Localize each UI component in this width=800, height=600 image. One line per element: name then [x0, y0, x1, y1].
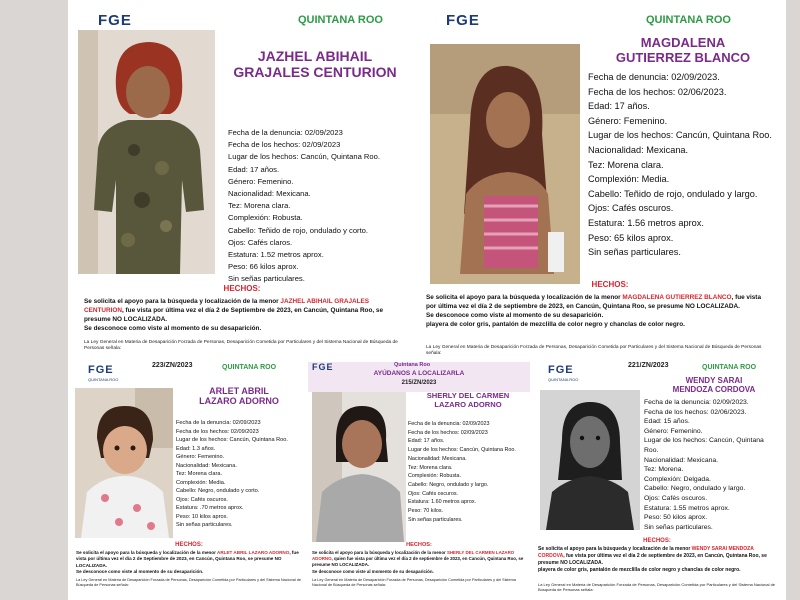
detail-row: Estatura: .70 metros aprox.	[176, 505, 244, 511]
detail-row: Sin señas particulares.	[588, 247, 681, 258]
detail-row: Fecha de la denuncia: 02/09/2023.	[644, 399, 749, 406]
name-line-2: MENDOZA CORDOVA	[672, 385, 756, 395]
person-details	[588, 70, 773, 260]
person-name	[408, 392, 528, 409]
missing-person-photo	[540, 390, 640, 530]
detail-row: Fecha de los hechos: 02/06/2023.	[644, 408, 747, 416]
detail-row: Peso: 66 kilos aprox.	[228, 262, 299, 272]
missing-poster-wendy	[534, 362, 780, 600]
hechos-clothing: playera de color gris, pantalón de mezclilla de color negro y chanclas de color negro.	[426, 321, 685, 328]
headline: AYÚDANOS A LOCALIZARLA	[373, 370, 465, 377]
case-folio: 215/ZN/2023	[401, 380, 437, 386]
name-line-2: LAZARO ADORNO	[434, 399, 502, 409]
hechos-post: , quien fue vista por última vez el día 2 de septiembre de 2023, en Cancún, Quintana Roo, se presume NO LOCALIZADA.	[312, 556, 524, 568]
hechos-post: , fue vista por última vez el día 2 de septiembre de 2023, en Cancún, Quintana Roo, se presume NO LOCALIZADA.	[538, 553, 767, 566]
detail-row: Edad: 17 años.	[228, 164, 280, 174]
hechos-text	[76, 550, 302, 576]
fge-logo: FGE	[98, 12, 132, 29]
hechos-title: HECHOS:	[223, 284, 261, 293]
hechos-pre: Se solicita el apoyo para la búsqueda y localización de la menor	[312, 550, 447, 555]
hechos-extra: Se desconoce como viste al momento de su desaparición.	[426, 312, 604, 319]
detail-row: Tez: Morena.	[644, 466, 684, 474]
detail-row: Estatura: 1.55 metros aprox.	[644, 504, 730, 512]
person-name	[174, 386, 304, 407]
detail-row: Lugar de los hechos: Cancún, Quintana Roo.	[228, 152, 380, 162]
missing-child-photo	[75, 388, 173, 538]
detail-row: Complexión: Media.	[176, 479, 226, 486]
name-line-2: LAZARO ADORNO	[199, 396, 279, 407]
detail-row: Complexión: Robusta.	[228, 213, 303, 223]
fge-logo: FGE	[312, 362, 334, 372]
fge-logo-subtitle: QUINTANA ROO	[548, 377, 579, 382]
hechos-text	[84, 297, 406, 333]
hechos-name: SHERLY DEL CARMEN LAZARO ADORNO	[312, 550, 515, 562]
law-text: La Ley General en Materia de Desaparición Forzada de Personas, Desaparición Cometida por Particulares y del Sistema Nacional de Búsqueda de Personas señala:	[76, 578, 301, 587]
person-details	[176, 419, 302, 530]
missing-person-photo	[312, 392, 406, 542]
detail-row: Cabello: Negro, ondulado y largo.	[408, 481, 489, 488]
state-label: QUINTANA ROO	[646, 14, 731, 26]
detail-row: Cabello: Teñido de rojo, ondulado y largo.	[588, 188, 758, 199]
detail-row: Cabello: Negro, ondulado y largo.	[644, 485, 746, 493]
hechos-name: WENDY SARAI MENDOZA CORDOVA	[538, 546, 754, 559]
detail-row: Lugar de los hechos: Cancún, Quintana Roo.	[644, 437, 764, 454]
detail-row: Peso: 65 kilos aprox.	[588, 232, 674, 243]
detail-row: Nacionalidad: Mexicana.	[644, 456, 719, 464]
hechos-name: JAZHEL ABIHAIL GRAJALES CENTURION	[84, 298, 370, 314]
hechos-post: , fue vista por última vez el día 2 de Septiembre de 2023, en Cancún, Quintana Roo, se presume NO LOCALIZADA.	[84, 307, 384, 323]
person-name	[220, 48, 410, 80]
detail-row: Sin señas particulares.	[408, 516, 463, 523]
detail-row: Tez: Morena clara.	[228, 201, 291, 211]
hechos-title: HECHOS:	[643, 538, 671, 544]
hechos-title: HECHOS:	[175, 542, 203, 548]
detail-row: Complexión: Delgada.	[644, 475, 711, 483]
hechos-title: HECHOS:	[591, 280, 629, 289]
missing-person-photo	[78, 30, 215, 274]
detail-row: Lugar de los hechos: Cancún, Quintana Roo.	[588, 130, 772, 141]
name-line-1: WENDY SARAI	[685, 376, 743, 385]
detail-row: Ojos: Cafés oscuros.	[644, 494, 708, 502]
detail-row: Ojos: Cafés claros.	[228, 237, 293, 247]
detail-row: Lugar de los hechos: Cancún, Quintana Roo.	[176, 437, 288, 443]
hechos-text	[426, 293, 772, 329]
person-details	[228, 127, 403, 286]
law-text: La Ley General en Materia de Desaparición Forzada de Personas, Desaparición Cometida por Particulares y del Sistema Nacional de Búsqueda de Personas señala:	[426, 345, 762, 356]
detail-row: Fecha de los hechos: 02/09/2023	[176, 428, 259, 435]
detail-row: Ojos: Cafés oscuros.	[408, 490, 459, 497]
hechos-pre: Se solicita el apoyo para la búsqueda y localización de la menor	[84, 298, 281, 305]
detail-row: Edad: 17 años.	[408, 438, 445, 445]
detail-row: Género: Femenino.	[644, 427, 703, 435]
detail-row: Tez: Morena clara.	[176, 471, 223, 477]
fge-logo-subtitle: QUINTANA ROO	[88, 377, 119, 382]
detail-row: Fecha de la denuncia: 02/09/2023	[408, 421, 490, 427]
missing-poster-jazhel	[72, 0, 412, 358]
hechos-extra: Se desconoce como viste al momento de su desaparición.	[76, 569, 204, 575]
hechos-post: , fue vista por última vez el día 2 de septiembre de 2023, en Cancún, Quintana Roo, se presume NO LOCALIZADA.	[426, 294, 761, 310]
name-line-1: JAZHEL ABIHAIL	[257, 48, 373, 64]
detail-row: Cabello: Teñido de rojo, ondulado y corto.	[228, 225, 369, 235]
detail-row: Tez: Morena clara.	[588, 159, 664, 170]
person-name	[648, 376, 780, 394]
detail-row: Fecha de denuncia: 02/09/2023.	[588, 72, 720, 82]
detail-row: Fecha de los hechos: 02/09/2023	[408, 429, 488, 436]
state-label: Quintana Roo	[394, 362, 431, 368]
detail-row: Fecha de los hechos: 02/09/2023	[228, 140, 341, 150]
fge-logo: FGE	[548, 364, 574, 376]
law-text: La Ley General en Materia de Desaparición Forzada de Personas, Desaparición Cometida por Particulares y del Sistema Nacional de Búsqueda de Personas señala:	[538, 582, 776, 592]
detail-row: Edad: 17 años.	[588, 101, 650, 112]
name-line-1: SHERLY DEL CARMEN	[426, 391, 510, 400]
detail-row: Fecha de los hechos: 02/06/2023.	[588, 86, 727, 97]
person-details	[408, 420, 528, 524]
detail-row: Nacionalidad: Mexicana.	[588, 144, 689, 155]
detail-row: Género: Femenino.	[176, 454, 225, 460]
hechos-text	[312, 550, 526, 575]
detail-row: Peso: 70 kilos.	[408, 508, 444, 515]
missing-poster-arlet	[72, 362, 306, 600]
detail-row: Ojos: Cafés oscuros.	[588, 203, 674, 214]
state-label: QUINTANA ROO	[702, 364, 757, 371]
right-frame-edge	[786, 0, 800, 600]
hechos-pre: Se solicita el apoyo para la búsqueda y localización de la menor	[538, 546, 692, 552]
detail-row: Fecha de la denuncia: 02/09/2023	[228, 128, 343, 137]
hechos-pre: Se solicita el apoyo para la búsqueda y localización de la menor	[426, 294, 623, 301]
hechos-title: HECHOS:	[406, 542, 432, 548]
detail-row: Tez: Morena clara.	[408, 464, 453, 471]
name-line-2: GUTIERREZ BLANCO	[615, 49, 751, 65]
missing-poster-magdalena	[420, 0, 778, 358]
detail-row: Género: Femenino.	[588, 115, 668, 126]
name-line-2: GRAJALES CENTURION	[233, 64, 397, 81]
detail-row: Estatura: 1.56 metros aprox.	[588, 217, 704, 228]
detail-row: Sin señas particulares.	[176, 522, 233, 528]
hechos-name: ARLET ABRIL LAZARO ADORNO	[217, 550, 290, 555]
missing-poster-sherly	[308, 362, 530, 600]
detail-row: Nacionalidad: Mexicana.	[176, 462, 237, 469]
detail-row: Lugar de los hechos: Cancún, Quintana Roo.	[408, 447, 516, 454]
law-text: La Ley General en Materia de Desaparición Forzada de Personas, Desaparición Cometida por Particulares y del Sistema Nacional de Búsqueda de Personas señala:	[84, 340, 398, 351]
fge-logo: FGE	[88, 364, 114, 376]
detail-row: Estatura: 1.60 metros aprox.	[408, 499, 477, 506]
detail-row: Sin señas particulares.	[644, 523, 713, 531]
detail-row: Ojos: Cafés oscuros.	[176, 496, 228, 503]
detail-row: Edad: 15 años.	[644, 418, 690, 426]
name-line-1: MAGDALENA	[640, 35, 726, 50]
detail-row: Fecha de la denuncia: 02/09/2023	[176, 420, 261, 426]
detail-row: Sin señas particulares.	[228, 274, 305, 284]
detail-row: Complexión: Media.	[588, 174, 670, 185]
state-label: QUINTANA ROO	[298, 14, 383, 26]
detail-row: Complexión: Robusta.	[408, 473, 462, 480]
detail-row: Nacionalidad: Mexicana.	[408, 455, 467, 462]
detail-row: Género: Femenino.	[228, 176, 294, 186]
missing-person-photo	[430, 44, 580, 284]
detail-row: Cabello: Negro, ondulado y corto.	[176, 488, 260, 494]
detail-row: Peso: 50 kilos aprox.	[644, 514, 708, 522]
hechos-name: MAGDALENA GUTIERREZ BLANCO	[622, 294, 732, 301]
hechos-text	[538, 546, 776, 574]
hechos-pre: Se solicita el apoyo para la búsqueda y localización de la menor	[76, 550, 218, 555]
name-line-1: ARLET ABRIL	[209, 386, 269, 396]
detail-row: Edad: 1.3 años.	[176, 445, 216, 452]
detail-row: Peso: 10 kilos aprox.	[176, 513, 228, 520]
person-details	[644, 398, 778, 532]
hechos-extra: Se desconoce como viste al momento de su desaparición.	[84, 325, 262, 332]
case-folio: 221/ZN/2023	[628, 362, 669, 369]
detail-row: Estatura: 1.52 metros aprox.	[228, 250, 324, 260]
case-folio: 223/ZN/2023	[152, 362, 193, 369]
hechos-post: , fue vista por última vez el día 2 de Septiembre de 2023, en Cancún, Quintana Roo, se presume NO LOCALIZADA.	[76, 550, 299, 568]
state-label: QUINTANA ROO	[222, 364, 277, 371]
detail-row: Nacionalidad: Mexicana.	[228, 189, 311, 199]
hechos-clothing: playera de color gris, pantalón de mezclilla de color negro y chanclas de color negro.	[538, 567, 741, 573]
left-frame-edge	[0, 0, 68, 600]
law-text: La Ley General en Materia de Desaparición Forzada de Personas, Desaparición Cometida por Particulares y del Sistema Nacional de Búsqueda de Personas señala:	[312, 578, 516, 587]
fge-logo: FGE	[446, 12, 480, 29]
hechos-extra: Se desconoce como viste al momento de su desaparición.	[312, 568, 434, 574]
person-name	[590, 36, 776, 66]
